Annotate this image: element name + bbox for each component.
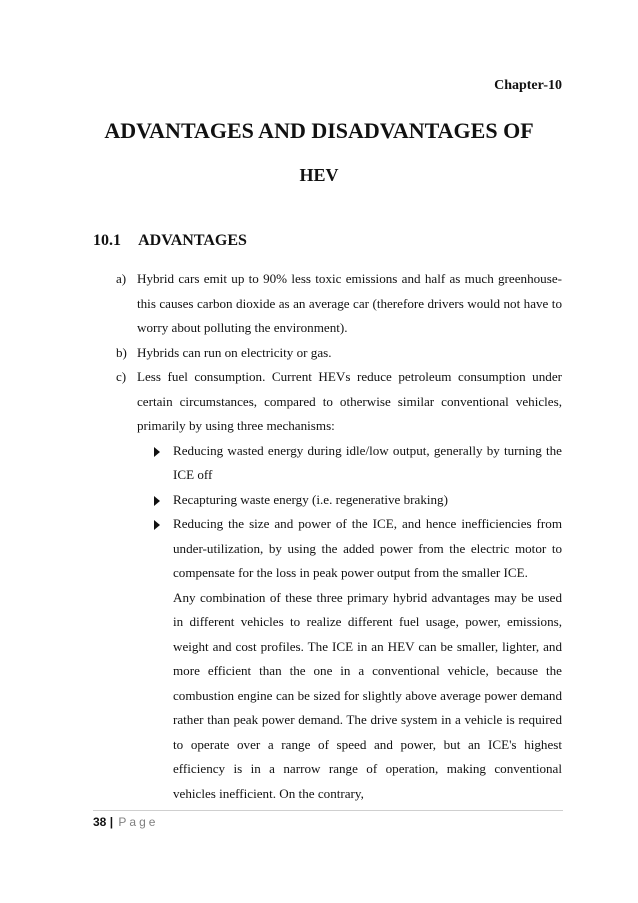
triangle-bullet-icon [154, 520, 160, 530]
list-marker: c) [116, 369, 127, 384]
section-number: 10.1 [93, 232, 121, 249]
list-item-c [99, 365, 562, 806]
page-title [40, 114, 598, 192]
page-label: Page [118, 815, 159, 829]
bullet-text: Reducing wasted energy during idle/low output, generally by turning the ICE off [173, 442, 562, 482]
list-item-b [99, 341, 562, 366]
bullet-item [137, 439, 562, 488]
list-item-a [99, 267, 562, 341]
section-title: ADVANTAGES [138, 232, 247, 249]
continuation-paragraph: Any combination of these three primary hybrid advantages may be used in different vehicles to realize different fuel usage, power, emissions, weight and cost profiles. The ICE in an HEV can be smaller, lighter, and more efficient than the one in a conventional vehicle, because the combustion engine can be sized for slightly above average power demand rather than peak power demand. The drive system in a vehicle is required to operate over a range of speed and power, but an ICE's highest efficiency is in a narrow range of operation, making conventional vehicles inefficient. On the contrary, [173, 589, 562, 801]
bullet-text: Recapturing waste energy (i.e. regenerative braking) [173, 491, 448, 507]
section-heading [93, 232, 247, 250]
advantages-list [99, 267, 562, 806]
footer-divider [93, 810, 563, 811]
page-title-line-1: ADVANTAGES AND DISADVANTAGES OF [104, 118, 534, 143]
list-marker: b) [116, 344, 127, 360]
mechanisms-bullet-list [137, 439, 562, 586]
bullet-text: Reducing the size and power of the ICE, and hence inefficiencies from under-utilization, by using the added power from the electric motor to compensate for the loss in peak power output from the smaller ICE. [173, 516, 562, 580]
list-item-text: Less fuel consumption. Current HEVs reduce petroleum consumption under certain circumstances, compared to otherwise similar conventional vehicles, primarily by using three mechanisms: [137, 369, 562, 433]
page-title-line-2: HEV [299, 165, 339, 185]
list-marker: a) [116, 271, 127, 286]
chapter-label: Chapter-10 [494, 78, 562, 93]
list-item-text: Hybrid cars emit up to 90% less toxic emissions and half as much greenhouse-this causes carbon dioxide as an average car (therefore drivers would not have to worry about polluting the environment). [137, 271, 562, 335]
triangle-bullet-icon [154, 447, 160, 457]
bullet-item [137, 488, 562, 513]
page-number: 38 [93, 815, 107, 829]
page-footer [93, 815, 158, 829]
triangle-bullet-icon [154, 496, 160, 506]
bullet-item [137, 512, 562, 586]
list-item-text: Hybrids can run on electricity or gas. [137, 344, 332, 360]
footer-separator: | [109, 815, 114, 829]
